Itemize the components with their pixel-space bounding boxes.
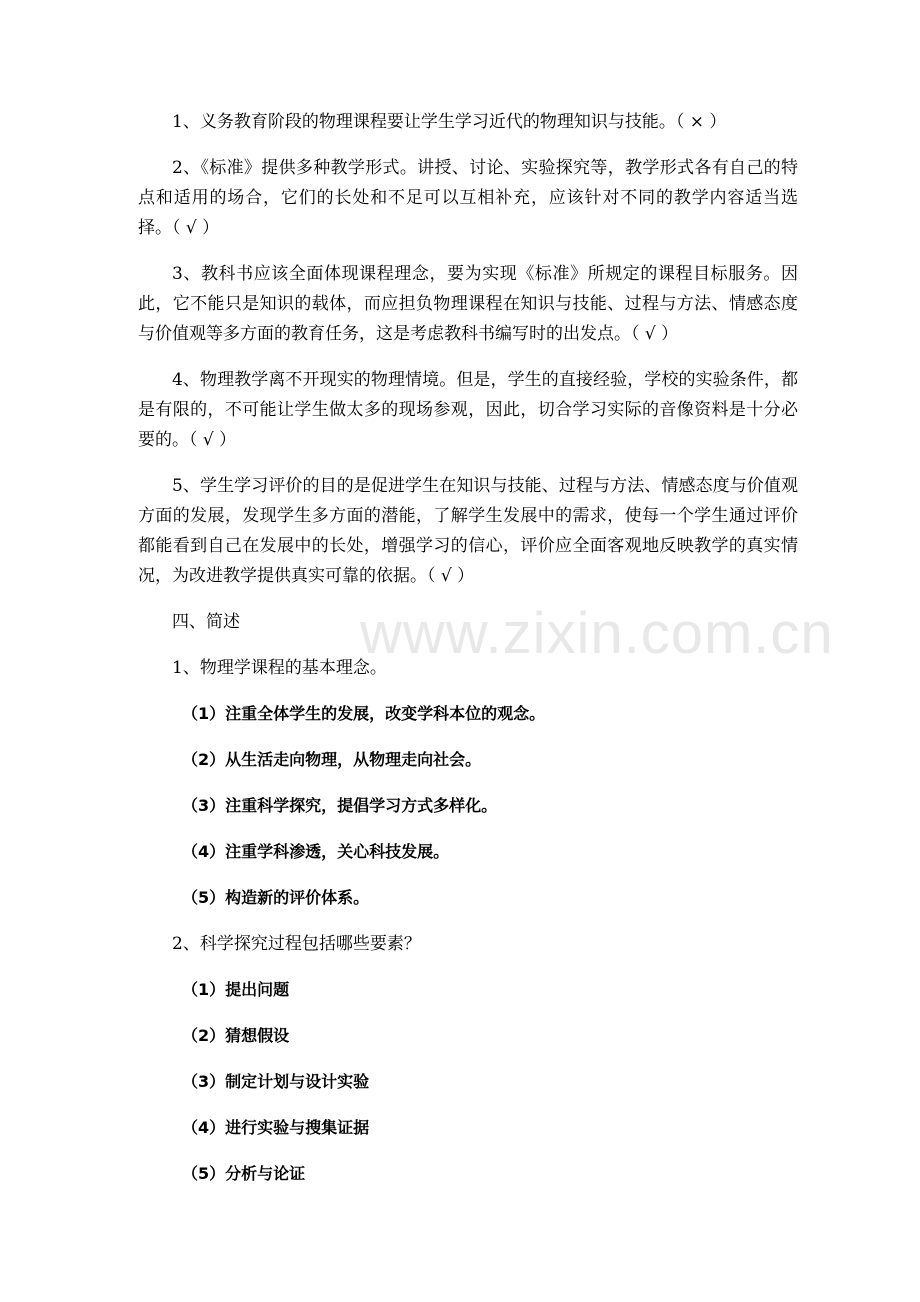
q2-answer-5: （5）分析与论证 bbox=[182, 1164, 306, 1183]
q2-answer-3: （3）制定计划与设计实验 bbox=[182, 1072, 370, 1091]
q2-answer-2: （2）猜想假设 bbox=[182, 1026, 290, 1045]
question-1: 1、物理学课程的基本理念。 bbox=[172, 658, 387, 678]
section-heading: 四、简述 bbox=[172, 612, 240, 632]
q1-answer-2: （2）从生活走向物理，从物理走向社会。 bbox=[182, 750, 482, 769]
judgment-4: 4、物理教学离不开现实的物理情境。但是，学生的直接经验，学校的实验条件，都是有限的，不可能让学生做太多的现场参观，因此，切合学习实际的音像资料是十分必要的。（ √ ） bbox=[138, 370, 798, 450]
q1-answer-3: （3）注重科学探究，提倡学习方式多样化。 bbox=[182, 796, 498, 815]
q1-answer-5: （5）构造新的评价体系。 bbox=[182, 888, 370, 907]
document-body bbox=[138, 107, 798, 1205]
q2-answer-1: （1）提出问题 bbox=[182, 980, 290, 999]
q1-answer-4: （4）注重学科渗透，关心科技发展。 bbox=[182, 842, 450, 861]
judgment-3: 3、教科书应该全面体现课程理念，要为实现《标准》所规定的课程目标服务。因此，它不能只是知识的载体，而应担负物理课程在知识与技能、过程与方法、情感态度与价值观等多方面的教育任务，这是考虑教科书编写时的出发点。（ √ ） bbox=[138, 264, 798, 344]
judgment-1: 1、义务教育阶段的物理课程要让学生学习近代的物理知识与技能。（ × ） bbox=[172, 112, 727, 132]
judgment-5: 5、学生学习评价的目的是促进学生在知识与技能、过程与方法、情感态度与价值观方面的发展，发现学生多方面的潜能，了解学生发展中的需求，使每一个学生通过评价都能看到自己在发展中的长处，增强学习的信心，评价应全面客观地反映教学的真实情况，为改进教学提供真实可靠的依据。（ √ ） bbox=[138, 476, 798, 586]
question-2: 2、科学探究过程包括哪些要素？ bbox=[172, 934, 421, 954]
q1-answer-1: （1）注重全体学生的发展，改变学科本位的观念。 bbox=[182, 704, 546, 723]
judgment-2: 2、《标准》提供多种教学形式。讲授、讨论、实验探究等，教学形式各有自己的特点和适用的场合，它们的长处和不足可以互相补充，应该针对不同的教学内容适当选择。（ √ ） bbox=[138, 158, 798, 238]
watermark: www.zixin.com.cn bbox=[360, 601, 834, 666]
q2-answer-4: （4）进行实验与搜集证据 bbox=[182, 1118, 370, 1137]
